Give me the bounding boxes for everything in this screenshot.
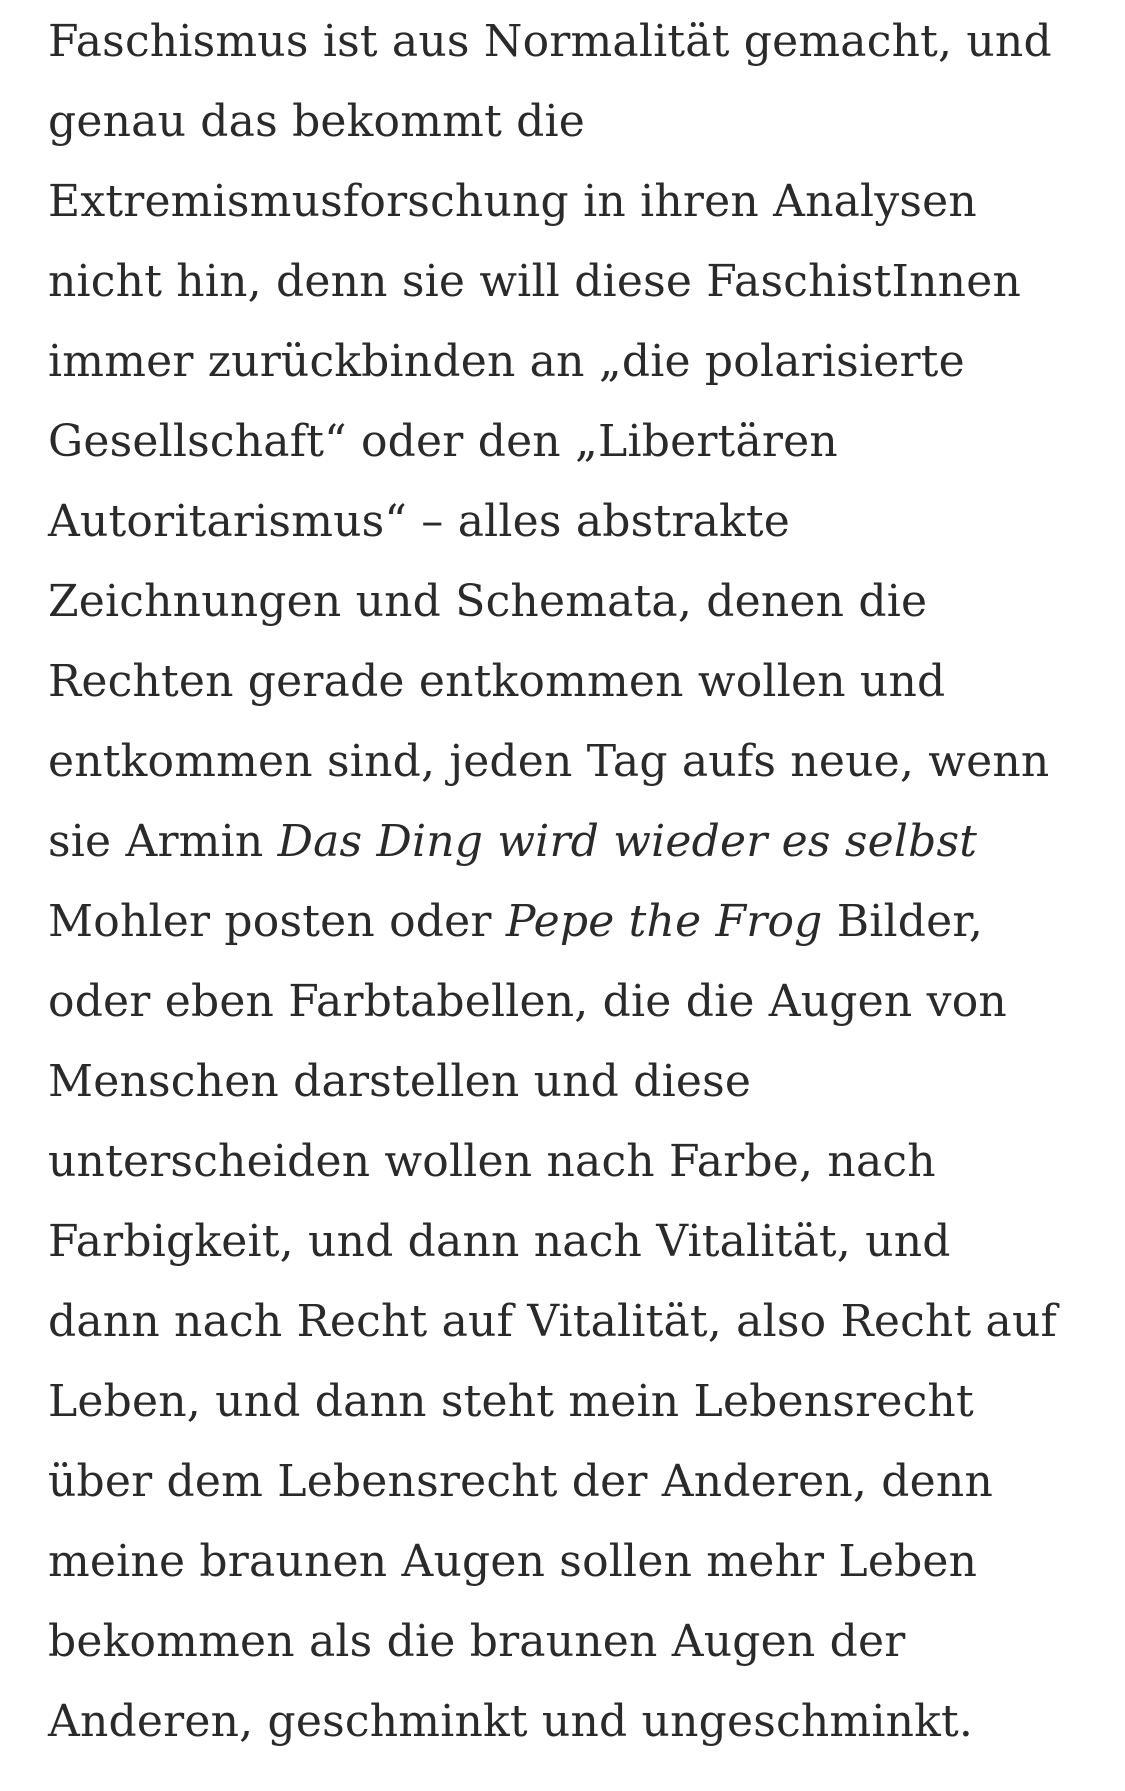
line-text: Autoritarismus“ – alles abstrakte xyxy=(48,496,790,547)
paragraph-line xyxy=(48,402,1088,482)
paragraph-line xyxy=(48,1522,1088,1602)
line-text: Zeichnungen und Schemata, denen die xyxy=(48,576,928,627)
paragraph-line xyxy=(48,1042,1088,1122)
paragraph-line xyxy=(48,1202,1088,1282)
paragraph-line xyxy=(48,1282,1088,1362)
line-text: genau das bekommt die xyxy=(48,96,586,147)
line-text: Anderen, geschminkt und ungeschminkt. xyxy=(48,1696,974,1747)
line-text: Rechten gerade entkommen wollen und xyxy=(48,656,946,707)
paragraph-line xyxy=(48,882,1088,962)
paragraph-line xyxy=(48,322,1088,402)
line-text: unterscheiden wollen nach Farbe, nach xyxy=(48,1136,936,1187)
paragraph-line xyxy=(48,562,1088,642)
paragraph-line xyxy=(48,1682,1088,1762)
paragraph-line xyxy=(48,1362,1088,1442)
paragraph-line xyxy=(48,162,1088,242)
line-text: entkommen sind, jeden Tag aufs neue, wenn xyxy=(48,736,1050,787)
paragraph-line xyxy=(48,722,1088,802)
paragraph-line xyxy=(48,2,1088,82)
paragraph-line xyxy=(48,642,1088,722)
line-text: Leben, und dann steht mein Lebensrecht xyxy=(48,1376,974,1427)
paragraph-line xyxy=(48,1122,1088,1202)
italic-title: Das Ding wird wieder es selbst xyxy=(277,816,978,867)
paragraph-line xyxy=(48,802,1088,882)
line-text: nicht hin, denn sie will diese FaschistInnen xyxy=(48,256,1021,307)
paragraph-line xyxy=(48,482,1088,562)
line-text: bekommen als die braunen Augen der xyxy=(48,1616,906,1667)
line-text: Farbigkeit, und dann nach Vitalität, und xyxy=(48,1216,951,1267)
line-text: sie Armin xyxy=(48,816,278,867)
line-text: oder eben Farbtabellen, die die Augen von xyxy=(48,976,1007,1027)
line-text: dann nach Recht auf Vitalität, also Recht auf xyxy=(48,1296,1057,1347)
line-text: über dem Lebensrecht der Anderen, denn xyxy=(48,1456,993,1507)
paragraph-line xyxy=(48,82,1088,162)
line-text: meine braunen Augen sollen mehr Leben xyxy=(48,1536,978,1587)
line-text: Mohler posten oder xyxy=(48,896,506,947)
paragraph-line xyxy=(48,962,1088,1042)
line-text: Extremismusforschung in ihren Analysen xyxy=(48,176,977,227)
article-paragraph xyxy=(48,0,1088,1762)
line-text: Menschen darstellen und diese xyxy=(48,1056,752,1107)
line-text: Bilder, xyxy=(822,896,984,947)
paragraph-line xyxy=(48,1442,1088,1522)
line-text: immer zurückbinden an „die polarisierte xyxy=(48,336,965,387)
line-text: Faschismus ist aus Normalität gemacht, und xyxy=(48,16,1052,67)
paragraph-line xyxy=(48,242,1088,322)
paragraph-line xyxy=(48,1602,1088,1682)
line-text: Gesellschaft“ oder den „Libertären xyxy=(48,416,838,467)
italic-title: Pepe the Frog xyxy=(505,896,823,947)
